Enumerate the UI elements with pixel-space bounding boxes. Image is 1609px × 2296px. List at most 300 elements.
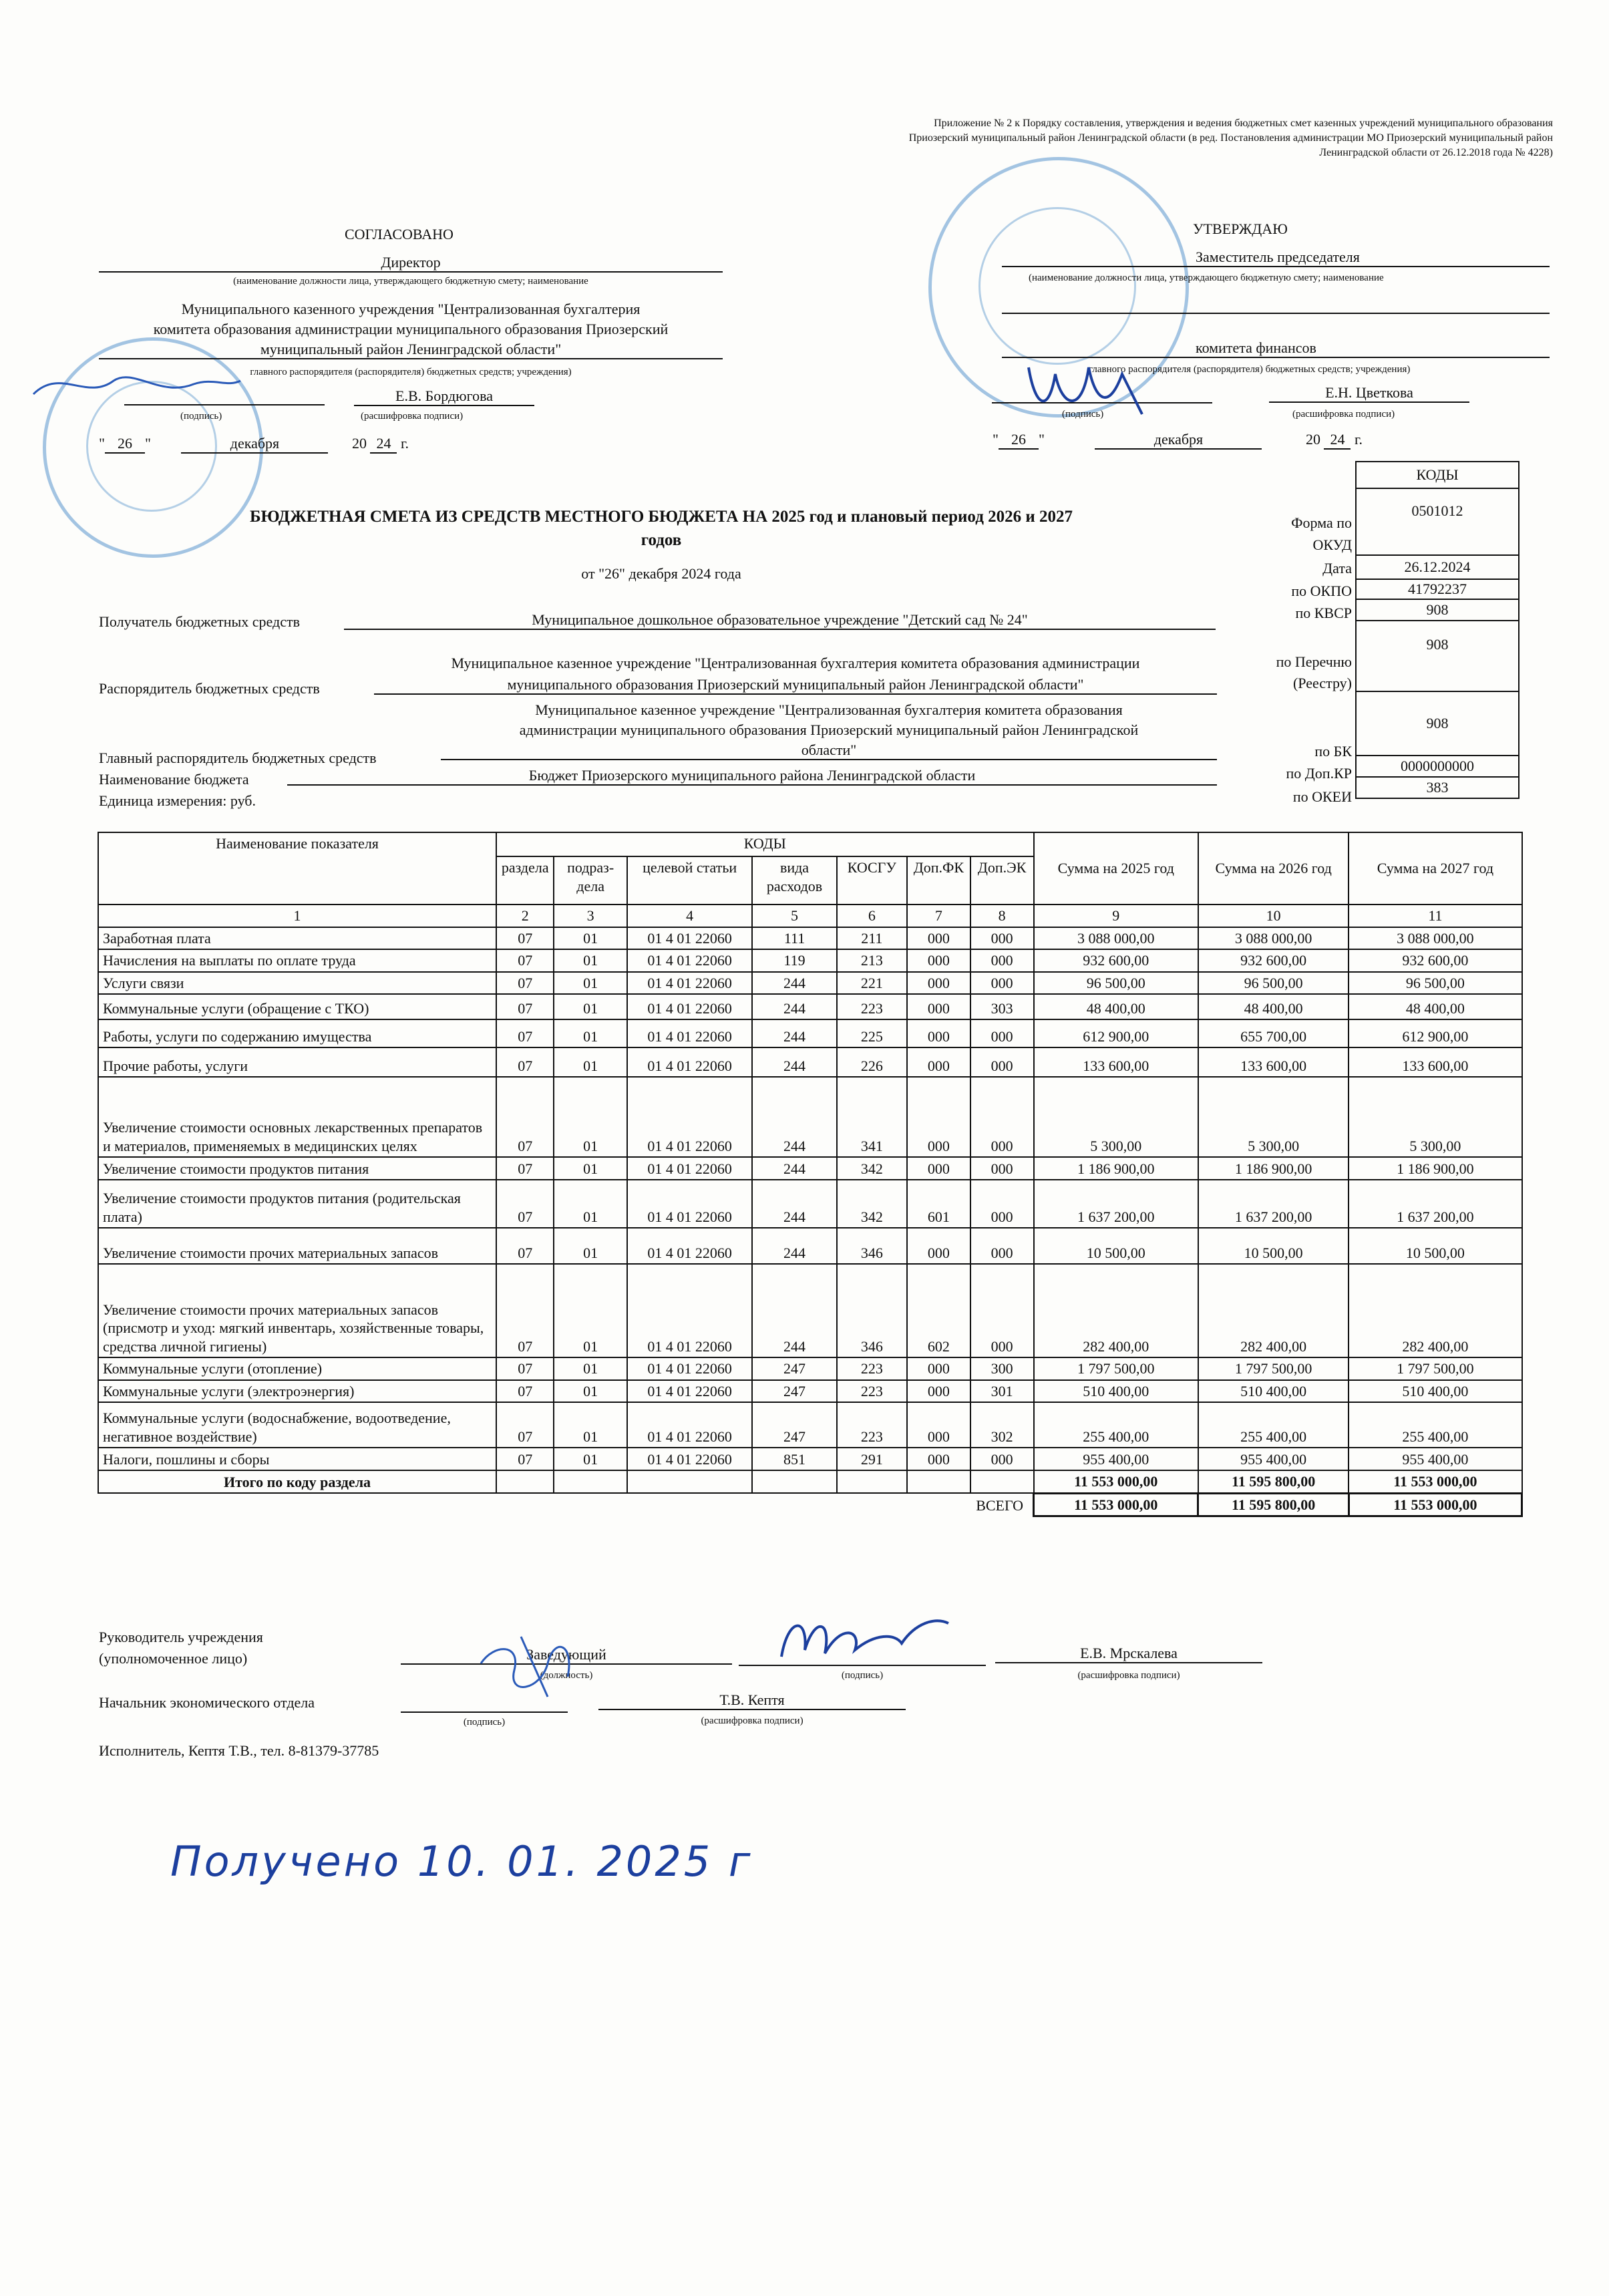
approved-name: Е.Н. Цветкова [1269,384,1469,403]
label-date: Дата [1322,560,1352,577]
row-kosgu: 223 [837,1402,907,1448]
table-row [98,1402,1522,1448]
head-label-line2: (уполномоченное лицо) [99,1650,248,1667]
row-dopek: 000 [970,1448,1034,1470]
code-kvsr: 908 [1356,599,1519,621]
row-name: Коммунальные услуги (электроэнергия) [98,1380,496,1403]
row-sum-2025: 5 300,00 [1034,1077,1198,1157]
row-vid: 244 [752,1019,836,1047]
recipient-label: Получатель бюджетных средств [99,613,300,630]
row-dopek: 301 [970,1380,1034,1403]
row-sum-2026: 955 400,00 [1198,1448,1349,1470]
row-dopek: 303 [970,994,1034,1019]
agreed-position: Директор [99,254,723,273]
row-name: Коммунальные услуги (обращение с ТКО) [98,994,496,1019]
label-okei: по ОКЕИ [1292,788,1352,805]
col-number: 6 [837,905,907,927]
row-celevaya: 01 4 01 22060 [627,994,752,1019]
row-vid: 244 [752,1228,836,1264]
row-sum-2027: 96 500,00 [1349,972,1522,995]
code-bk: 908 [1356,691,1519,756]
budget-label: Наименование бюджета [99,771,249,788]
row-sum-2027: 255 400,00 [1349,1402,1522,1448]
row-dopfk: 000 [907,1077,970,1157]
row-podrazdel: 01 [554,1019,627,1047]
row-name: Заработная плата [98,927,496,950]
row-razdel: 07 [496,994,554,1019]
row-podrazdel: 01 [554,1380,627,1403]
row-dopek: 000 [970,972,1034,995]
row-sum-2025: 932 600,00 [1034,949,1198,972]
approved-date-year-prefix: 20 [1305,431,1320,448]
row-razdel: 07 [496,1402,554,1448]
label-okud-line2: ОКУД [1312,536,1352,553]
row-sum-2027: 5 300,00 [1349,1077,1522,1157]
row-name: Начисления на выплаты по оплате труда [98,949,496,972]
econ-label: Начальник экономического отдела [99,1694,315,1711]
label-okpo: по ОКПО [1291,583,1352,599]
col-number: 1 [98,905,496,927]
row-celevaya: 01 4 01 22060 [627,1380,752,1403]
econ-name-caption: (расшифровка подписи) [701,1715,803,1726]
agreed-signature-scribble [27,361,247,414]
row-sum-2027: 612 900,00 [1349,1019,1522,1047]
subtotal-row [98,1470,1522,1493]
row-dopfk: 601 [907,1180,970,1228]
row-dopek: 000 [970,1077,1034,1157]
row-dopek: 000 [970,949,1034,972]
row-kosgu: 226 [837,1047,907,1077]
row-celevaya: 01 4 01 22060 [627,1448,752,1470]
row-kosgu: 223 [837,1380,907,1403]
row-kosgu: 291 [837,1448,907,1470]
row-celevaya: 01 4 01 22060 [627,1228,752,1264]
approved-signature-caption: (подпись) [1062,409,1104,420]
th-sum-2026: Сумма на 2026 год [1198,832,1349,905]
subtotal-2025: 11 553 000,00 [1034,1470,1198,1493]
row-kosgu: 225 [837,1019,907,1047]
appendix-note: Приложение № 2 к Порядку составления, утверждения и ведения бюджетных смет казенных учреждений муниципального образования Приозерский муниципальный район Ленинградской области (в ред. Постановления администрации МО Приозерский муниципальный район Ленинградской области от 26.12.2018 года № 4228) [908,118,1553,158]
code-date: 26.12.2024 [1356,555,1519,579]
row-sum-2026: 96 500,00 [1198,972,1349,995]
recipient-value: Муниципальное дошкольное образовательное учреждение "Детский сад № 24" [344,611,1216,630]
row-sum-2026: 1 186 900,00 [1198,1157,1349,1180]
row-dopfk: 000 [907,1047,970,1077]
row-sum-2025: 1 797 500,00 [1034,1357,1198,1380]
row-name: Увеличение стоимости продуктов питания [98,1157,496,1180]
approved-position-caption: (наименование должности лица, утверждающего бюджетную смету; наименование [1029,273,1384,283]
col-number: 5 [752,905,836,927]
row-sum-2026: 655 700,00 [1198,1019,1349,1047]
row-vid: 247 [752,1402,836,1448]
row-podrazdel: 01 [554,1357,627,1380]
row-celevaya: 01 4 01 22060 [627,972,752,995]
row-celevaya: 01 4 01 22060 [627,1402,752,1448]
col-number: 10 [1198,905,1349,927]
row-sum-2026: 255 400,00 [1198,1402,1349,1448]
row-dopek: 000 [970,1157,1034,1180]
table-row [98,1264,1522,1357]
label-okud-line1: Форма по [1291,514,1352,531]
row-dopfk: 000 [907,1402,970,1448]
row-sum-2026: 932 600,00 [1198,949,1349,972]
row-sum-2026: 133 600,00 [1198,1047,1349,1077]
approved-date-day: 26 [999,431,1039,450]
row-podrazdel: 01 [554,1077,627,1157]
row-dopek: 000 [970,1047,1034,1077]
row-sum-2025: 48 400,00 [1034,994,1198,1019]
document-title: БЮДЖЕТНАЯ СМЕТА ИЗ СРЕДСТВ МЕСТНОГО БЮДЖЕТА НА 2025 год и плановый период 2026 и 2027 [249,508,1073,526]
approved-name-caption: (расшифровка подписи) [1292,409,1395,420]
agreed-date-suffix: г. [400,435,409,452]
head-signature-caption: (подпись) [841,1670,884,1681]
row-sum-2025: 255 400,00 [1034,1402,1198,1448]
head-position: Заведующий [401,1646,732,1665]
agreed-signature-caption: (подпись) [180,411,222,422]
approved-org-caption: главного распорядителя (распорядителя) бюджетных средств; учреждения) [1089,364,1411,375]
agreed-date: " 26 " декабря 20 24 г. [99,435,513,454]
row-sum-2025: 10 500,00 [1034,1228,1198,1264]
total-label: ВСЕГО [976,1497,1024,1514]
row-sum-2027: 10 500,00 [1349,1228,1522,1264]
row-sum-2025: 612 900,00 [1034,1019,1198,1047]
row-celevaya: 01 4 01 22060 [627,1047,752,1077]
row-vid: 244 [752,1180,836,1228]
th-vid: вида расходов [752,856,836,905]
row-kosgu: 223 [837,994,907,1019]
row-dopfk: 000 [907,1019,970,1047]
row-celevaya: 01 4 01 22060 [627,1180,752,1228]
row-razdel: 07 [496,972,554,995]
approved-heading: УТВЕРЖДАЮ [1193,220,1288,237]
econ-signature-line [401,1710,568,1713]
row-name: Увеличение стоимости прочих материальных запасов [98,1228,496,1264]
code-okpo: 41792237 [1356,579,1519,599]
agreed-date-year: 24 [370,435,397,454]
row-vid: 247 [752,1380,836,1403]
table-row [98,927,1522,950]
row-sum-2026: 282 400,00 [1198,1264,1349,1357]
row-sum-2027: 1 186 900,00 [1349,1157,1522,1180]
head-signature-scribble [768,1603,968,1677]
col-number: 7 [907,905,970,927]
row-razdel: 07 [496,1380,554,1403]
th-sum-2025: Сумма на 2025 год [1034,832,1198,905]
unit-label: Единица измерения: руб. [99,792,256,809]
row-sum-2027: 1 637 200,00 [1349,1180,1522,1228]
row-sum-2025: 1 186 900,00 [1034,1157,1198,1180]
row-name: Работы, услуги по содержанию имущества [98,1019,496,1047]
agreed-name-caption: (расшифровка подписи) [361,411,464,422]
row-vid: 119 [752,949,836,972]
row-celevaya: 01 4 01 22060 [627,1077,752,1157]
row-dopek: 300 [970,1357,1034,1380]
row-name: Прочие работы, услуги [98,1047,496,1077]
row-dopfk: 000 [907,927,970,950]
row-podrazdel: 01 [554,1228,627,1264]
row-celevaya: 01 4 01 22060 [627,1019,752,1047]
row-vid: 247 [752,1357,836,1380]
code-okei: 383 [1356,777,1519,798]
row-name: Услуги связи [98,972,496,995]
row-podrazdel: 01 [554,972,627,995]
row-celevaya: 01 4 01 22060 [627,1157,752,1180]
row-podrazdel: 01 [554,1448,627,1470]
row-dopfk: 000 [907,972,970,995]
approved-date-year: 24 [1324,431,1351,450]
label-perechen-line1: по Перечню [1276,653,1352,670]
row-dopek: 000 [970,1019,1034,1047]
row-podrazdel: 01 [554,927,627,950]
row-razdel: 07 [496,1047,554,1077]
row-razdel: 07 [496,1448,554,1470]
row-razdel: 07 [496,1157,554,1180]
approved-date-month: декабря [1095,431,1262,450]
document-subtitle: от "26" декабря 2024 года [581,565,741,582]
row-razdel: 07 [496,1228,554,1264]
row-vid: 244 [752,994,836,1019]
table-row [98,1157,1522,1180]
th-razdel: раздела [496,856,554,905]
subtotal-2027: 11 553 000,00 [1349,1470,1522,1493]
agreed-org-line3: муниципальный район Ленинградской области" [99,341,723,359]
document-title-line2: годов [641,531,682,549]
row-razdel: 07 [496,1264,554,1357]
budget-table [98,832,1523,1517]
row-kosgu: 223 [837,1357,907,1380]
row-vid: 244 [752,1264,836,1357]
row-name: Налоги, пошлины и сборы [98,1448,496,1470]
table-row [98,994,1522,1019]
label-dopkr: по Доп.КР [1286,765,1352,782]
label-bk: по БК [1314,743,1352,760]
row-celevaya: 01 4 01 22060 [627,1264,752,1357]
row-vid: 851 [752,1448,836,1470]
th-kosgu: КОСГУ [837,856,907,905]
row-sum-2025: 133 600,00 [1034,1047,1198,1077]
econ-signature-caption: (подпись) [463,1717,506,1728]
codes-header: КОДЫ [1356,462,1519,488]
approved-org: комитета финансов [1002,339,1550,358]
total-2027: 11 553 000,00 [1349,1493,1522,1516]
table-row [98,1180,1522,1228]
manager-label: Распорядитель бюджетных средств [99,680,320,697]
row-dopfk: 000 [907,1448,970,1470]
agreed-date-day: 26 [105,435,145,454]
subtotal-label: Итого по коду раздела [98,1470,496,1493]
row-sum-2025: 955 400,00 [1034,1448,1198,1470]
head-position-caption: (должность) [540,1670,593,1681]
label-perechen-line2: (Реестру) [1292,675,1352,691]
total-2025: 11 553 000,00 [1034,1493,1198,1516]
econ-name: Т.В. Кептя [598,1691,906,1710]
th-sum-2027: Сумма на 2027 год [1349,832,1522,905]
row-razdel: 07 [496,1357,554,1380]
row-razdel: 07 [496,927,554,950]
table-row [98,1228,1522,1264]
th-podrazdel: подраз-дела [554,856,627,905]
total-row [98,1493,1522,1516]
table-row [98,1077,1522,1157]
row-kosgu: 213 [837,949,907,972]
agreed-name: Е.В. Бордюгова [354,387,534,406]
row-sum-2026: 48 400,00 [1198,994,1349,1019]
agreed-org-caption: главного распорядителя (распорядителя) бюджетных средств; учреждения) [250,367,572,377]
col-number: 8 [970,905,1034,927]
row-razdel: 07 [496,1180,554,1228]
row-dopek: 000 [970,1264,1034,1357]
row-sum-2027: 48 400,00 [1349,994,1522,1019]
col-number: 2 [496,905,554,927]
col-number: 11 [1349,905,1522,927]
approved-date-suffix: г. [1354,431,1363,448]
head-label-line1: Руководитель учреждения [99,1629,263,1645]
row-kosgu: 221 [837,972,907,995]
row-sum-2027: 282 400,00 [1349,1264,1522,1357]
approved-blank-line [1002,311,1550,314]
chief-value-line2: администрации муниципального образования Приозерский муниципальный район Ленинградской [519,721,1139,738]
approved-signature-scribble [1015,347,1162,428]
row-celevaya: 01 4 01 22060 [627,927,752,950]
row-razdel: 07 [496,1077,554,1157]
agreed-heading: СОГЛАСОВАНО [345,226,454,242]
handwritten-received-note: Получено 10. 01. 2025 г [170,1837,753,1886]
row-podrazdel: 01 [554,1047,627,1077]
econ-signature-scribble [468,1623,601,1710]
chief-value-line3: области" [441,742,1217,760]
row-sum-2025: 3 088 000,00 [1034,927,1198,950]
col-number: 3 [554,905,627,927]
row-name: Увеличение стоимости прочих материальных запасов (присмотр и уход: мягкий инвентарь, хозяйственные товары, средства личной гигиены) [98,1264,496,1357]
row-dopek: 000 [970,927,1034,950]
row-kosgu: 342 [837,1180,907,1228]
row-sum-2027: 510 400,00 [1349,1380,1522,1403]
table-row [98,1380,1522,1403]
row-sum-2027: 133 600,00 [1349,1047,1522,1077]
row-dopek: 302 [970,1402,1034,1448]
row-sum-2027: 1 797 500,00 [1349,1357,1522,1380]
code-dopkr: 0000000000 [1356,756,1519,777]
row-vid: 244 [752,1077,836,1157]
table-row [98,949,1522,972]
executor-info: Исполнитель, Кептя Т.В., тел. 8-81379-37785 [99,1742,379,1759]
manager-value-line1: Муниципальное казенное учреждение "Централизованная бухгалтерия комитета образования администрации [451,655,1140,671]
row-sum-2026: 3 088 000,00 [1198,927,1349,950]
row-dopfk: 602 [907,1264,970,1357]
th-dopfk: Доп.ФК [907,856,970,905]
row-razdel: 07 [496,949,554,972]
codes-box [1355,461,1519,799]
row-sum-2026: 10 500,00 [1198,1228,1349,1264]
table-row [98,972,1522,995]
col-number: 9 [1034,905,1198,927]
row-name: Коммунальные услуги (водоснабжение, водоотведение, негативное воздействие) [98,1402,496,1448]
table-row [98,1019,1522,1047]
row-sum-2025: 96 500,00 [1034,972,1198,995]
table-row [98,1357,1522,1380]
row-dopek: 000 [970,1228,1034,1264]
row-dopfk: 000 [907,1380,970,1403]
agreed-org-line2: комитета образования администрации муниципального образования Приозерский [153,321,669,337]
th-dopek: Доп.ЭК [970,856,1034,905]
row-podrazdel: 01 [554,1264,627,1357]
row-kosgu: 341 [837,1077,907,1157]
row-dopfk: 000 [907,949,970,972]
approved-date: " 26 " декабря 20 24 г. [993,431,1460,450]
row-celevaya: 01 4 01 22060 [627,949,752,972]
row-podrazdel: 01 [554,1180,627,1228]
agreed-org-line1: Муниципального казенного учреждения "Централизованная бухгалтерия [181,301,641,317]
head-name: Е.В. Мрскалева [995,1645,1262,1663]
total-2026: 11 595 800,00 [1198,1493,1349,1516]
subtotal-2026: 11 595 800,00 [1198,1470,1349,1493]
budget-value: Бюджет Приозерского муниципального района Ленинградской области [287,767,1217,786]
row-sum-2026: 510 400,00 [1198,1380,1349,1403]
row-sum-2025: 510 400,00 [1034,1380,1198,1403]
row-podrazdel: 01 [554,994,627,1019]
row-sum-2026: 5 300,00 [1198,1077,1349,1157]
row-vid: 244 [752,972,836,995]
row-sum-2025: 1 637 200,00 [1034,1180,1198,1228]
chief-label: Главный распорядитель бюджетных средств [99,750,377,766]
row-sum-2025: 282 400,00 [1034,1264,1198,1357]
row-sum-2027: 932 600,00 [1349,949,1522,972]
row-sum-2026: 1 797 500,00 [1198,1357,1349,1380]
th-name: Наименование показателя [98,832,496,905]
row-name: Коммунальные услуги (отопление) [98,1357,496,1380]
code-okud: 0501012 [1356,488,1519,555]
manager-value-line2: муниципального образования Приозерский муниципальный район Ленинградской области" [374,676,1217,695]
row-kosgu: 346 [837,1228,907,1264]
head-name-caption: (расшифровка подписи) [1077,1670,1180,1681]
agreed-position-caption: (наименование должности лица, утверждающего бюджетную смету; наименование [233,276,588,287]
table-row [98,1047,1522,1077]
agreed-date-year-prefix: 20 [351,435,367,452]
row-podrazdel: 01 [554,1402,627,1448]
row-vid: 244 [752,1157,836,1180]
col-number: 4 [627,905,752,927]
row-kosgu: 342 [837,1157,907,1180]
row-kosgu: 211 [837,927,907,950]
th-codes: КОДЫ [496,832,1034,856]
table-row [98,1448,1522,1470]
row-sum-2027: 955 400,00 [1349,1448,1522,1470]
row-podrazdel: 01 [554,949,627,972]
label-kvsr: по КВСР [1295,605,1352,621]
row-vid: 111 [752,927,836,950]
agreed-date-month: декабря [181,435,328,454]
approved-position: Заместитель председателя [1002,249,1550,267]
row-kosgu: 346 [837,1264,907,1357]
row-name: Увеличение стоимости продуктов питания (родительская плата) [98,1180,496,1228]
row-sum-2026: 1 637 200,00 [1198,1180,1349,1228]
th-celevaya: целевой статьи [627,856,752,905]
row-dopfk: 000 [907,994,970,1019]
row-name: Увеличение стоимости основных лекарственных препаратов и материалов, применяемых в медицинских целях [98,1077,496,1157]
row-razdel: 07 [496,1019,554,1047]
chief-value-line1: Муниципальное казенное учреждение "Централизованная бухгалтерия комитета образования [535,701,1123,718]
column-numbers-row [98,905,1522,927]
row-dopek: 000 [970,1180,1034,1228]
row-celevaya: 01 4 01 22060 [627,1357,752,1380]
code-perechen: 908 [1356,621,1519,691]
row-dopfk: 000 [907,1157,970,1180]
row-dopfk: 000 [907,1357,970,1380]
row-vid: 244 [752,1047,836,1077]
row-dopfk: 000 [907,1228,970,1264]
row-sum-2027: 3 088 000,00 [1349,927,1522,950]
row-podrazdel: 01 [554,1157,627,1180]
